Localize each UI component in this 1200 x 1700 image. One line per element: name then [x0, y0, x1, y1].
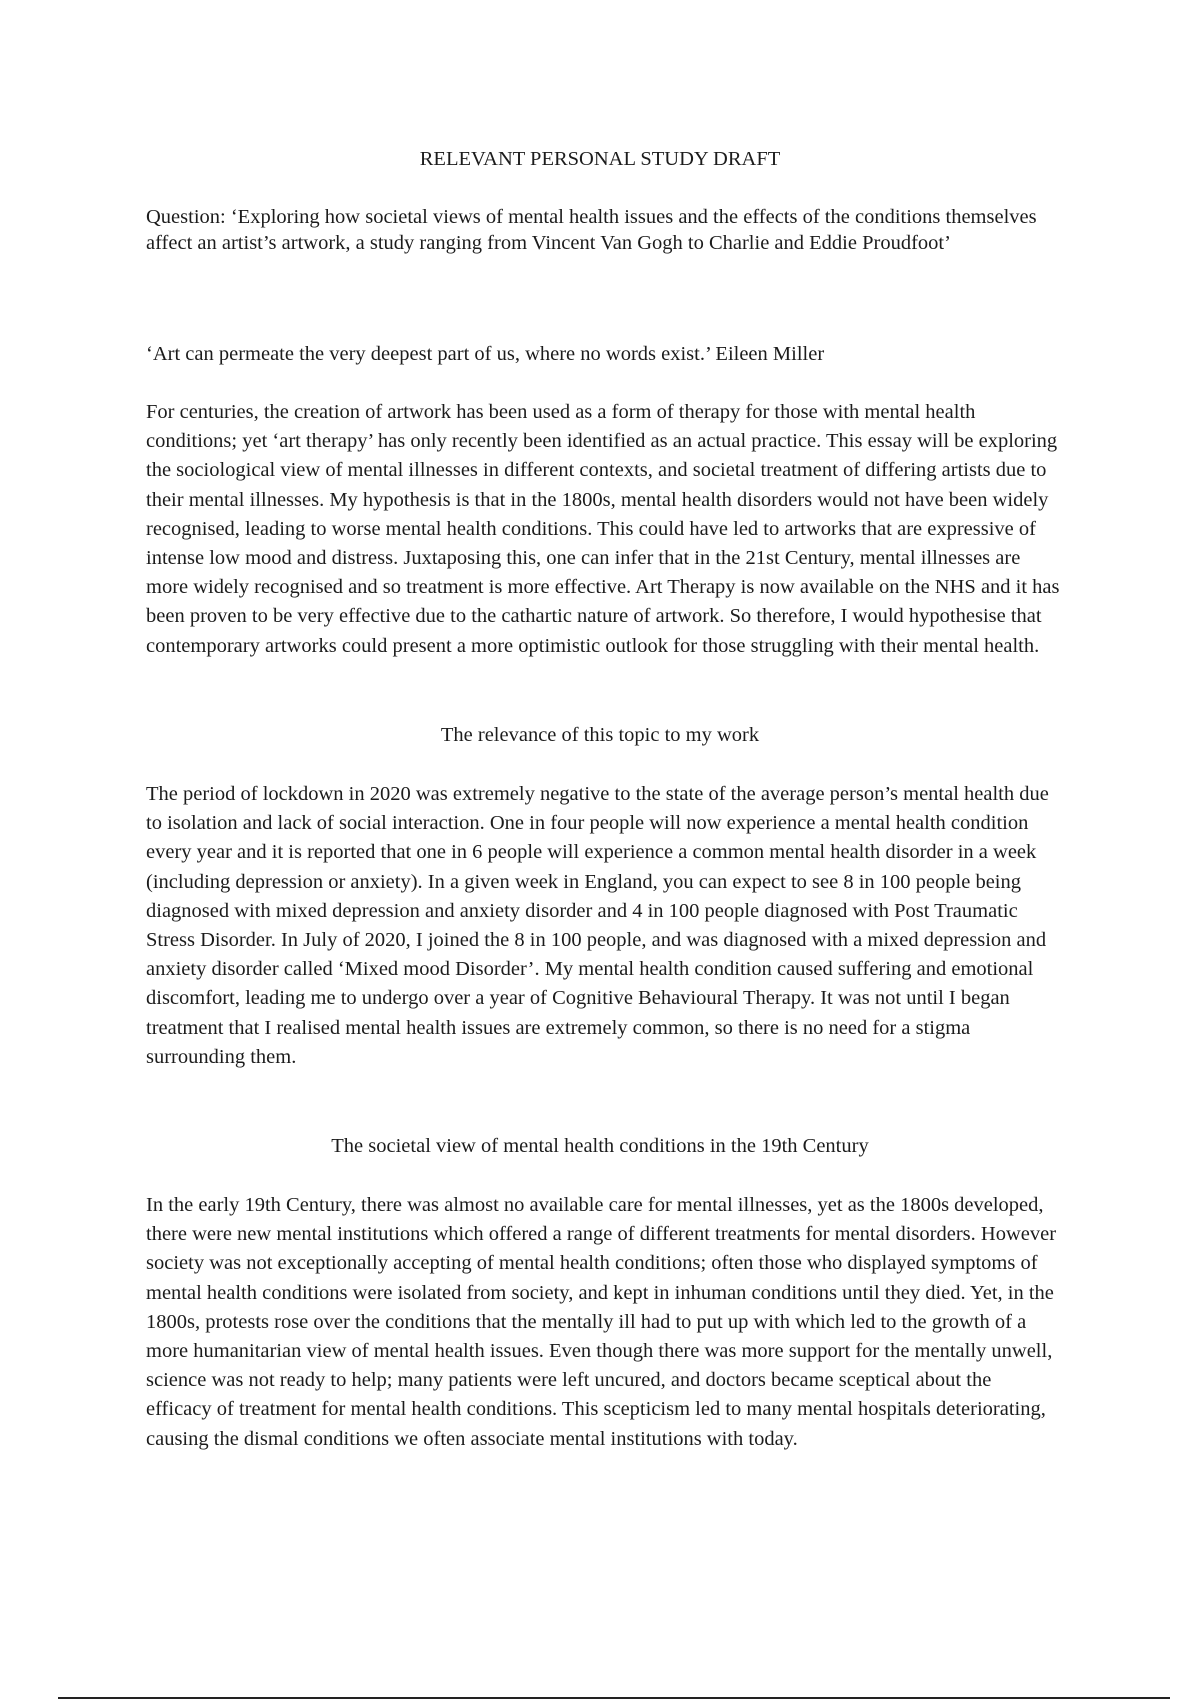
page-bottom-rule	[58, 1697, 1170, 1699]
intro-paragraph: For centuries, the creation of artwork has been used as a form of therapy for those with mental health conditions; yet ‘art therapy’ has only recently been identified as an actual practice. This essay will be exploring the sociological view of mental illnesses in different contexts, and societal treatment of differing artists due to their mental illnesses. My hypothesis is that in the 1800s, mental health disorders would not have been widely recognised, leading to worse mental health conditions. This could have led to artworks that are expressive of intense low mood and distress. Juxtaposing this, one can infer that in the 21st Century, mental illnesses are more widely recognised and so treatment is more effective. Art Therapy is now available on the NHS and it has been proven to be very effective due to the cathartic nature of artwork. So therefore, I would hypothesise that contemporary artworks could present a more optimistic outlook for those struggling with their mental health.	[146, 401, 1060, 657]
epigraph-quote: ‘Art can permeate the very deepest part of us, where no words exist.’ Eileen Miller	[146, 343, 825, 365]
section-heading-relevance: The relevance of this topic to my work	[440, 724, 760, 746]
section-heading-19th-century: The societal view of mental health conditions in the 19th Century	[331, 1135, 869, 1157]
essay-question: Question: ‘Exploring how societal views of mental health issues and the effects of the conditions themselves affect an artist’s artwork, a study ranging from Vincent Van Gogh to Charlie and Eddie Proudfoot’	[146, 206, 1037, 254]
19th-century-paragraph: In the early 19th Century, there was almost no available care for mental illnesses, yet as the 1800s developed, there were new mental institutions which offered a range of different treatments for mental disorders. However society was not exceptionally accepting of mental health conditions; often those who displayed symptoms of mental health conditions were isolated from society, and kept in inhuman conditions until they died. Yet, in the 1800s, protests rose over the conditions that the mentally ill had to put up with which led to the growth of a more humanitarian view of mental health issues. Even though there was more support for the mentally unwell, science was not ready to help; many patients were left uncured, and doctors became sceptical about the efficacy of treatment for mental health conditions. This scepticism led to many mental hospitals deteriorating, causing the dismal conditions we often associate mental institutions with today.	[146, 1194, 1057, 1450]
document-title: RELEVANT PERSONAL STUDY DRAFT	[419, 148, 781, 170]
relevance-paragraph: The period of lockdown in 2020 was extremely negative to the state of the average person’s mental health due to isolation and lack of social interaction. One in four people will now experience a mental health condition every year and it is reported that one in 6 people will experience a common mental health disorder in a week (including depression or anxiety). In a given week in England, you can expect to see 8 in 100 people being diagnosed with mixed depression and anxiety disorder and 4 in 100 people diagnosed with Post Traumatic Stress Disorder. In July of 2020, I joined the 8 in 100 people, and was diagnosed with a mixed depression and anxiety disorder called ‘Mixed mood Disorder’. My mental health condition caused suffering and emotional discomfort, leading me to undergo over a year of Cognitive Behavioural Therapy. It was not until I began treatment that I realised mental health issues are extremely common, so there is no need for a stigma surrounding them.	[146, 783, 1049, 1068]
